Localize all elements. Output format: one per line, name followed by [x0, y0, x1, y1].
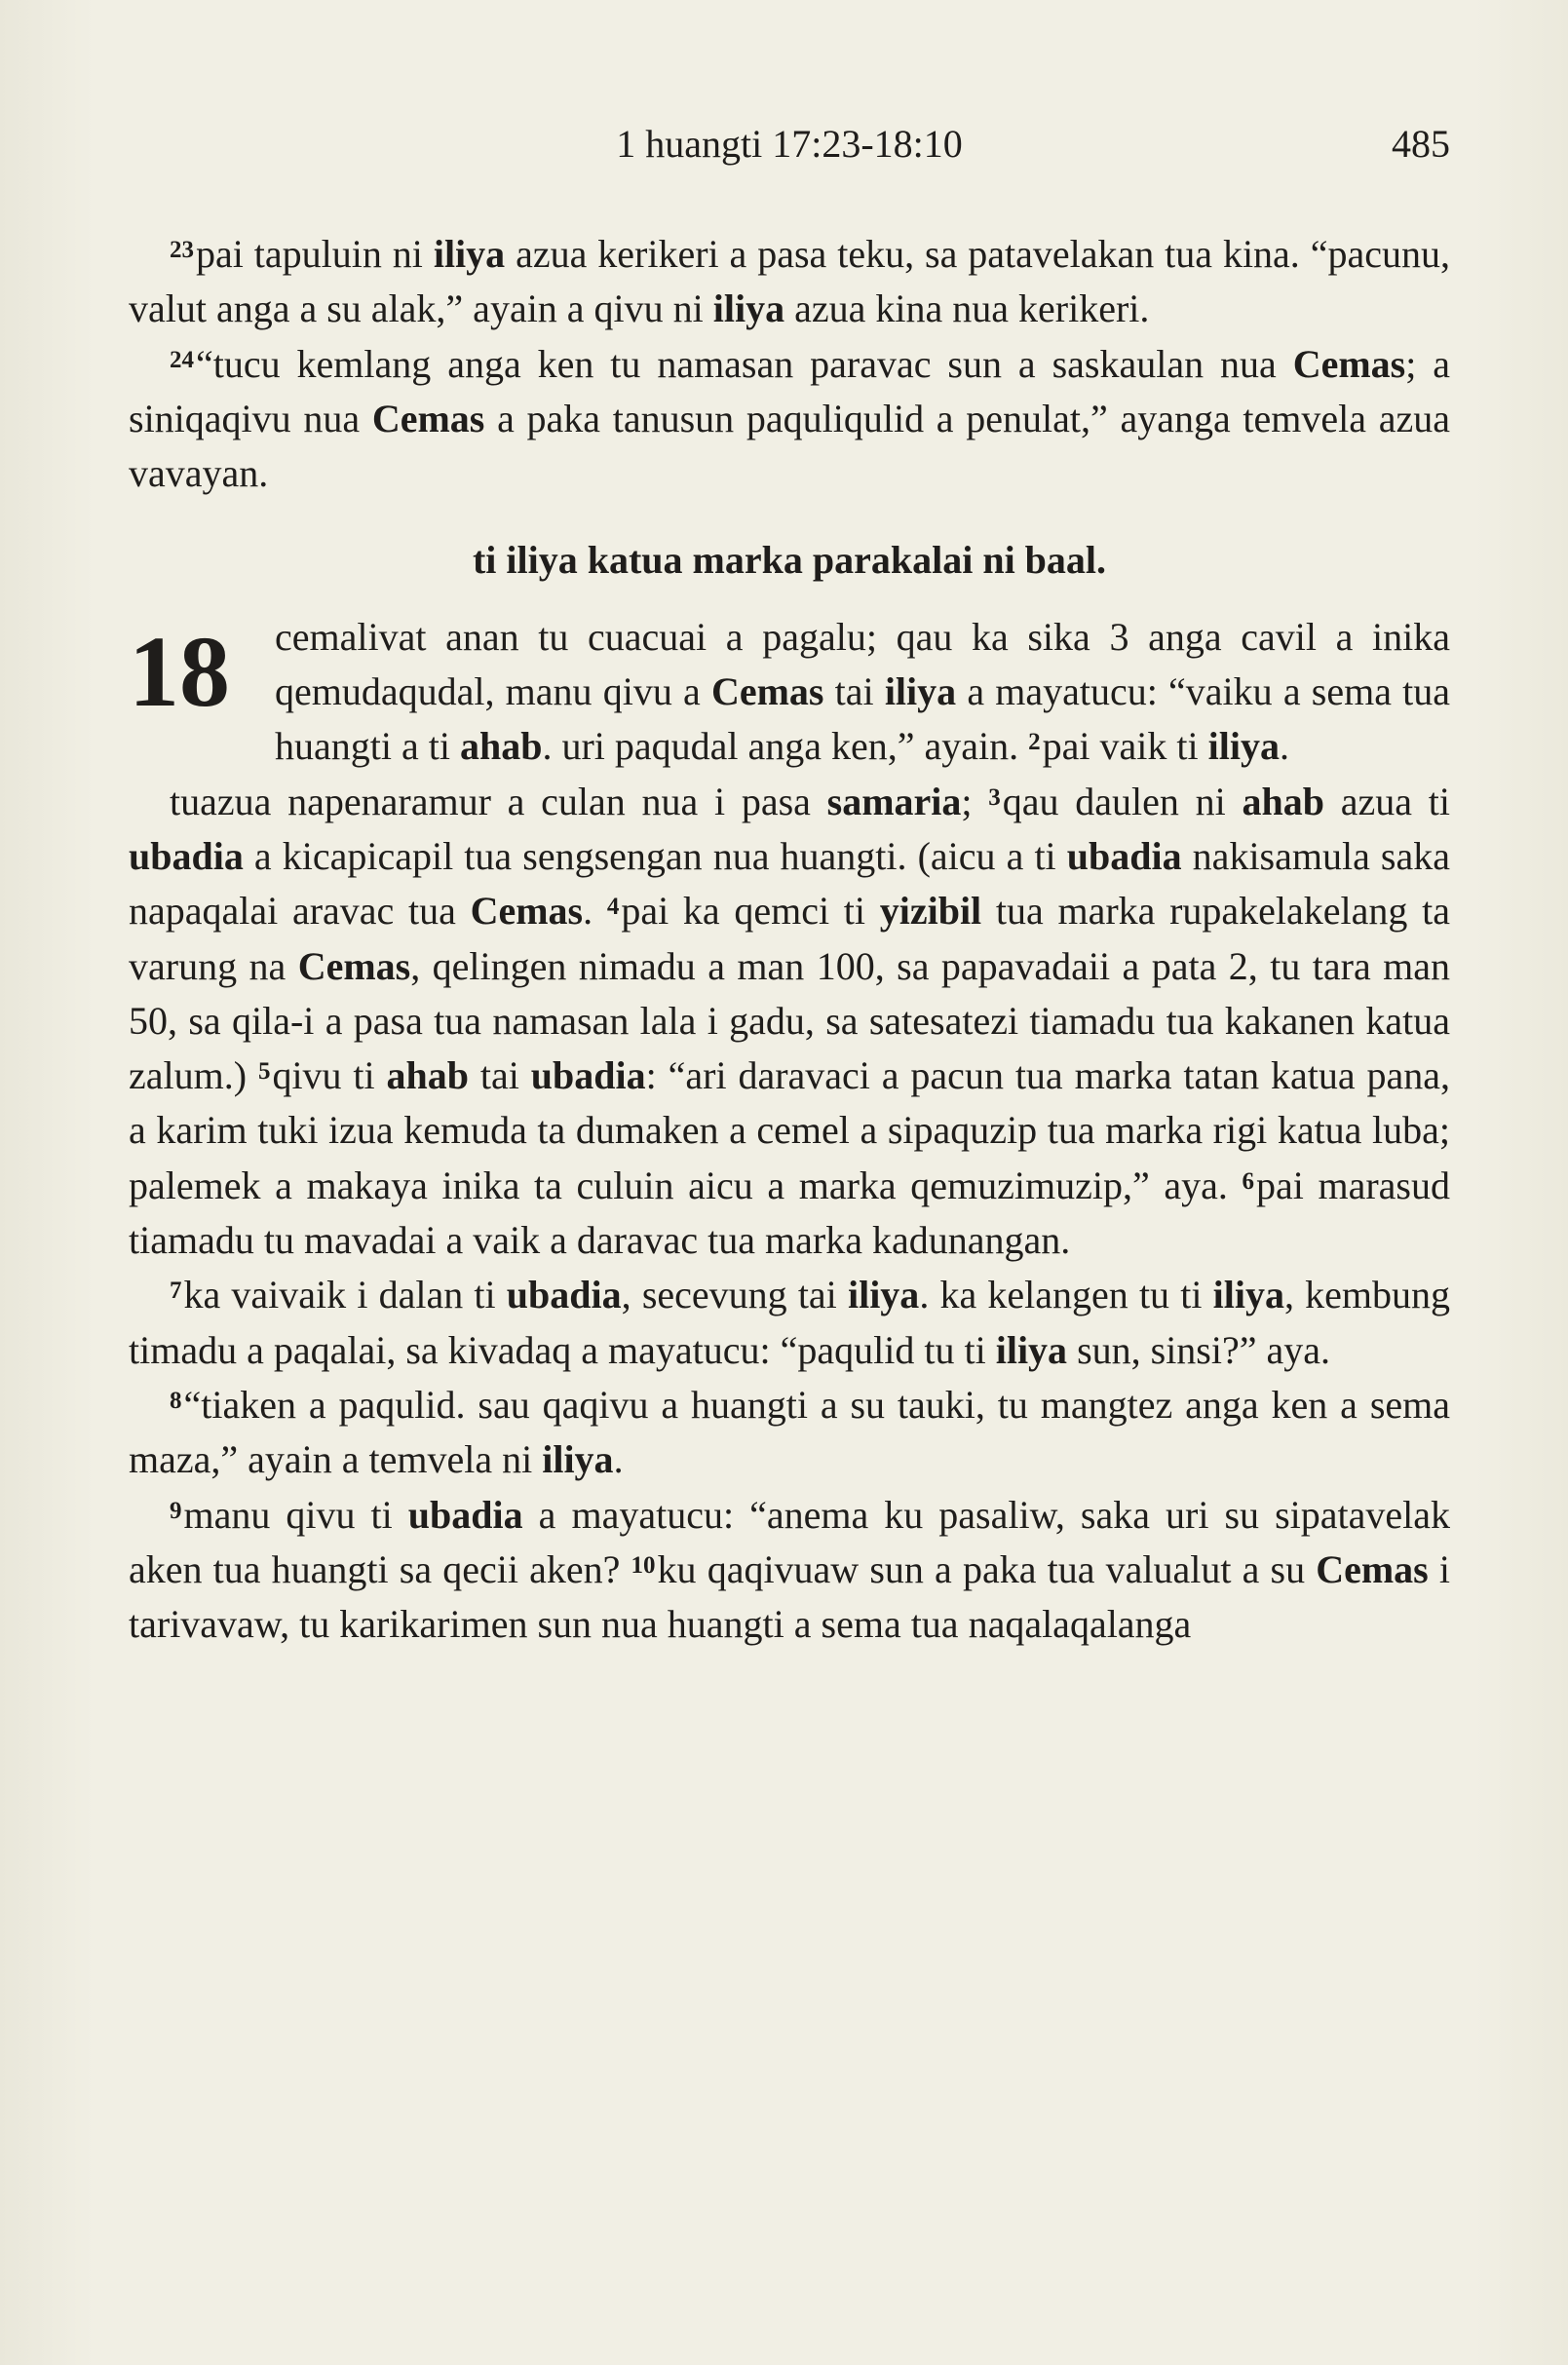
- verse-text: a paka tanusun paquliqulid a penulat,” ayanga temvela azua vavayan.: [129, 396, 1450, 496]
- verse-number: 10: [631, 1551, 656, 1579]
- verse-text: tuazua napenaramur a culan nua i pasa: [170, 779, 827, 823]
- page-number: 485: [1392, 122, 1450, 166]
- verse-text: ;: [961, 779, 989, 823]
- verse-number: 24: [170, 346, 194, 373]
- verse-text: a mayatucu: “anema ku pasaliw, saka uri su sipatavelak aken tua huangti sa qecii aken?: [129, 1492, 1450, 1591]
- verse-text: pai ka qemci ti: [621, 889, 880, 934]
- verse-23: [129, 227, 1450, 337]
- verse-24: [129, 337, 1450, 502]
- verse-text: .: [1279, 724, 1289, 769]
- name-bold: ubadia: [530, 1053, 646, 1098]
- verse-text: qau daulen ni: [1002, 779, 1243, 823]
- page-header: [129, 115, 1450, 173]
- verse-text: ku qaqivuaw sun a paka tua valualut a su: [657, 1546, 1317, 1591]
- verse-text: qivu ti: [272, 1053, 387, 1098]
- name-bold: ubadia: [1066, 833, 1182, 878]
- name-bold: Cemas: [1292, 341, 1406, 386]
- verse-text: pai vaik ti: [1042, 724, 1208, 769]
- name-bold: Cemas: [297, 943, 411, 988]
- name-bold: iliya: [847, 1273, 920, 1317]
- verse-text: a kicapicapil tua sengsengan nua huangti. (aicu a ti: [243, 833, 1067, 878]
- verses-2-6: [129, 775, 1450, 1269]
- verse-text: tai: [469, 1053, 531, 1098]
- running-title: 1 huangti 17:23-18:10: [616, 122, 963, 166]
- name-bold: iliya: [884, 669, 957, 714]
- name-bold: ubadia: [407, 1492, 523, 1537]
- verse-text: ; a siniqaqivu nua: [129, 341, 1451, 440]
- verse-text: azua kerikeri a pasa teku, sa patavelakan tua kina. “pacunu, valut anga a su alak,” ayain a qivu ni: [129, 232, 1450, 331]
- name-bold: Cemas: [470, 889, 584, 934]
- verse-text: . uri paqudal anga ken,” ayain.: [542, 724, 1029, 769]
- verse-number: 8: [170, 1387, 182, 1414]
- name-bold: iliya: [1212, 1273, 1284, 1317]
- name-bold: iliya: [712, 286, 785, 331]
- name-bold: Cemas: [1316, 1546, 1429, 1591]
- verse-text: i tarivavaw, tu karikarimen sun nua huangti a sema tua naqalaqalanga: [129, 1546, 1451, 1647]
- verse-number: 23: [170, 237, 194, 263]
- name-bold: ubadia: [506, 1273, 622, 1317]
- verse-text: . ka kelangen tu ti: [919, 1273, 1213, 1317]
- verse-text: azua kina nua kerikeri.: [784, 286, 1150, 331]
- verse-text: , qelingen nimadu a man 100, sa papavadaii a pata 2, tu tara man 50, sa qila-i a pasa tua namasan lala i gadu, sa satesatezi tiamadu tua kakanen katua zalum.): [129, 943, 1450, 1098]
- verse-number: 2: [1028, 729, 1041, 756]
- verse-number: 5: [257, 1058, 271, 1086]
- verse-text: pai tapuluin ni: [196, 232, 434, 276]
- verse-text: .: [583, 889, 607, 934]
- verse-text: tua marka rupakelakelang ta varung na: [129, 889, 1450, 988]
- name-bold: ubadia: [129, 833, 244, 878]
- verse-text: ka vaivaik i dalan ti: [183, 1273, 507, 1317]
- name-bold: ahab: [386, 1053, 470, 1098]
- verse-text: , secevung tai: [621, 1273, 848, 1317]
- name-bold: Cemas: [710, 669, 824, 714]
- name-bold: iliya: [542, 1437, 614, 1482]
- name-bold: iliya: [1207, 724, 1280, 769]
- verse-text: azua ti: [1324, 779, 1450, 823]
- verse-text: cemalivat anan tu cuacuai a pagalu; qau ka sika 3 anga cavil a inika qemudaqudal, manu qivu a: [275, 614, 1450, 714]
- verse-number: 4: [606, 894, 620, 921]
- page-body: [129, 227, 1450, 1652]
- verse-text: , kembung timadu a paqalai, sa kivadaq a mayatucu: “paqulid tu ti: [129, 1273, 1451, 1372]
- verse-text: “tiaken a paqulid. sau qaqivu a huangti a su tauki, tu mangtez anga ken a sema maza,” ayain a temvela ni: [129, 1382, 1450, 1482]
- verse-text: .: [613, 1437, 624, 1482]
- chapter-18-opening: [129, 610, 1450, 775]
- verse-text: a mayatucu: “vaiku a sema tua huangti a ti: [275, 669, 1450, 769]
- name-bold: yizibil: [879, 889, 982, 934]
- verse-text: pai marasud tiamadu tu mavadai a vaik a daravac tua marka kadunangan.: [129, 1163, 1450, 1263]
- name-bold: Cemas: [371, 396, 485, 440]
- verse-text: : “ari daravaci a pacun tua marka tatan katua pana, a karim tuki izua kemuda ta dumaken a cemel a sipaquzip tua marka rigi katua luba; palemek a makaya inika ta culuin aicu a marka qemuzimuzip,” aya.: [129, 1053, 1451, 1207]
- name-bold: ahab: [459, 724, 543, 769]
- name-bold: iliya: [433, 232, 506, 276]
- verse-text: nakisamula saka napaqalai aravac tua: [129, 833, 1450, 934]
- chapter-number: 18: [129, 615, 230, 728]
- verse-7: [129, 1268, 1450, 1378]
- verse-number: 3: [988, 783, 1001, 811]
- verse-number: 6: [1242, 1167, 1254, 1195]
- verse-1: [129, 610, 1450, 775]
- name-bold: iliya: [995, 1327, 1068, 1372]
- verse-text: sun, sinsi?” aya.: [1067, 1327, 1331, 1372]
- verse-number: 7: [170, 1278, 182, 1305]
- verse-8: [129, 1378, 1450, 1488]
- verse-number: 9: [170, 1497, 182, 1524]
- verse-text: manu qivu ti: [183, 1492, 408, 1537]
- verse-text: “tucu kemlang anga ken tu namasan paravac sun a saskaulan nua: [196, 341, 1293, 386]
- verses-9-10: [129, 1488, 1450, 1653]
- section-heading: ti iliya katua marka parakalai ni baal.: [472, 538, 1107, 583]
- name-bold: ahab: [1242, 779, 1324, 823]
- name-bold: samaria: [826, 779, 962, 823]
- verse-text: tai: [823, 669, 885, 714]
